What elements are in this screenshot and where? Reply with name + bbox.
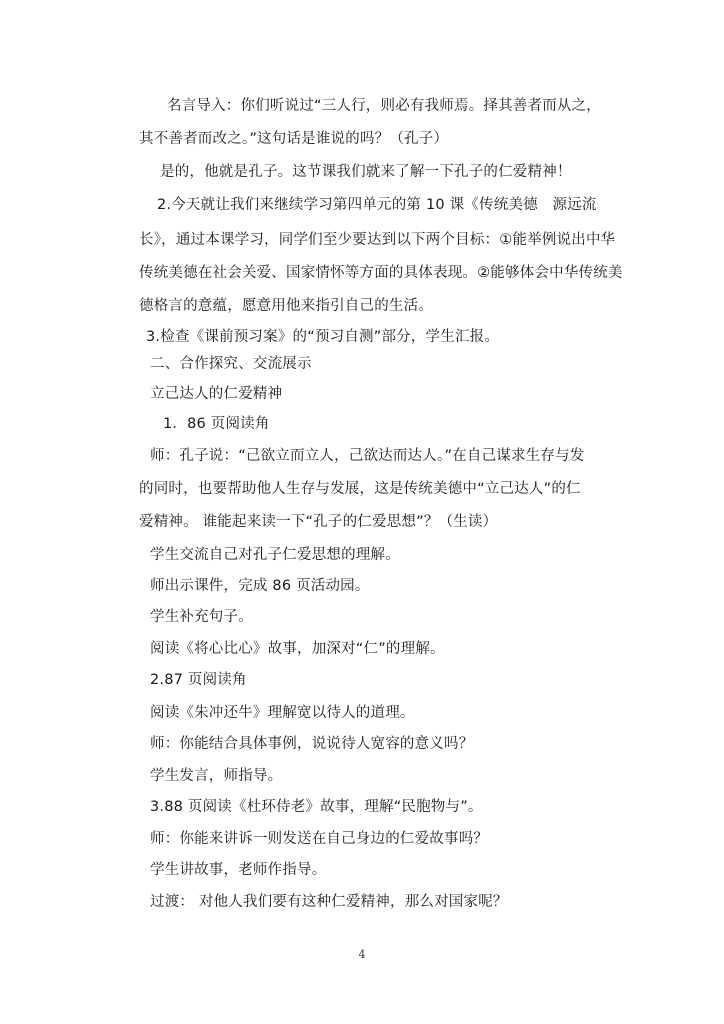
text-line: 传统美德在社会关爱、国家情怀等方面的具体表现。②能够体会中华传统美	[139, 265, 623, 281]
text-line: 学生发言，师指导。	[150, 768, 283, 784]
text-line: 德格言的意蕴，愿意用他来指引自己的生活。	[139, 298, 433, 314]
text-line: 学生交流自己对孔子仁爱思想的理解。	[150, 547, 400, 563]
text-line: 师：你能来讲诉一则发送在自己身边的仁爱故事吗？	[150, 831, 489, 847]
text-line: 师：你能结合具体事例，说说待人宽容的意义吗？	[150, 736, 474, 752]
text-line: 阅读《将心比心》故事，加深对“仁”的理解。	[150, 641, 445, 657]
text-line: 3.88 页阅读《杜环侍老》故事，理解“民胞物与”。	[150, 799, 483, 815]
section-heading: 二、合作探究、交流展示	[150, 356, 312, 372]
text-line: 过渡： 对他人我们要有这种仁爱精神，那么对国家呢？	[150, 894, 508, 910]
text-line: 其不善者而改之。”这句话是谁说的吗？（孔子）	[139, 131, 449, 147]
text-line: 2.87 页阅读角	[150, 672, 247, 688]
text-line: 2.今天就让我们来继续学习第四单元的第 10 课《传统美德 源远流	[157, 197, 597, 213]
text-line: 爱精神。 谁能起来读一下“孔子的仁爱思想”？（生读）	[139, 514, 498, 530]
text-line: 是的，他就是孔子。这节课我们就来了解一下孔子的仁爱精神！	[160, 164, 572, 180]
text-line: 的同时，也要帮助他人生存与发展，这是传统美德中“立己达人”的仁	[139, 481, 581, 497]
text-line: 1．86 页阅读角	[163, 416, 270, 432]
text-line-quote-intro: 名言导入：你们听说过“三人行，则必有我师焉。择其善者而从之，	[167, 98, 602, 114]
text-line: 长》，通过本课学习，同学们至少要达到以下两个目标：①能举例说出中华	[139, 232, 616, 248]
text-line: 3.检查《课前预习案》的“预习自测”部分，学生汇报。	[146, 329, 500, 345]
text-line: 师出示课件，完成 86 页活动园。	[150, 578, 370, 594]
text-line: 师：孔子说：“己欲立而立人，己欲达而达人。”在自己谋求生存与发	[150, 448, 585, 464]
text-line: 阅读《朱冲还牛》理解宽以待人的道理。	[150, 705, 415, 721]
subsection-heading: 立己达人的仁爱精神	[150, 386, 283, 402]
text-line: 学生讲故事，老师作指导。	[150, 862, 327, 878]
page-number: 4	[358, 948, 366, 961]
text-line: 学生补充句子。	[150, 609, 253, 625]
